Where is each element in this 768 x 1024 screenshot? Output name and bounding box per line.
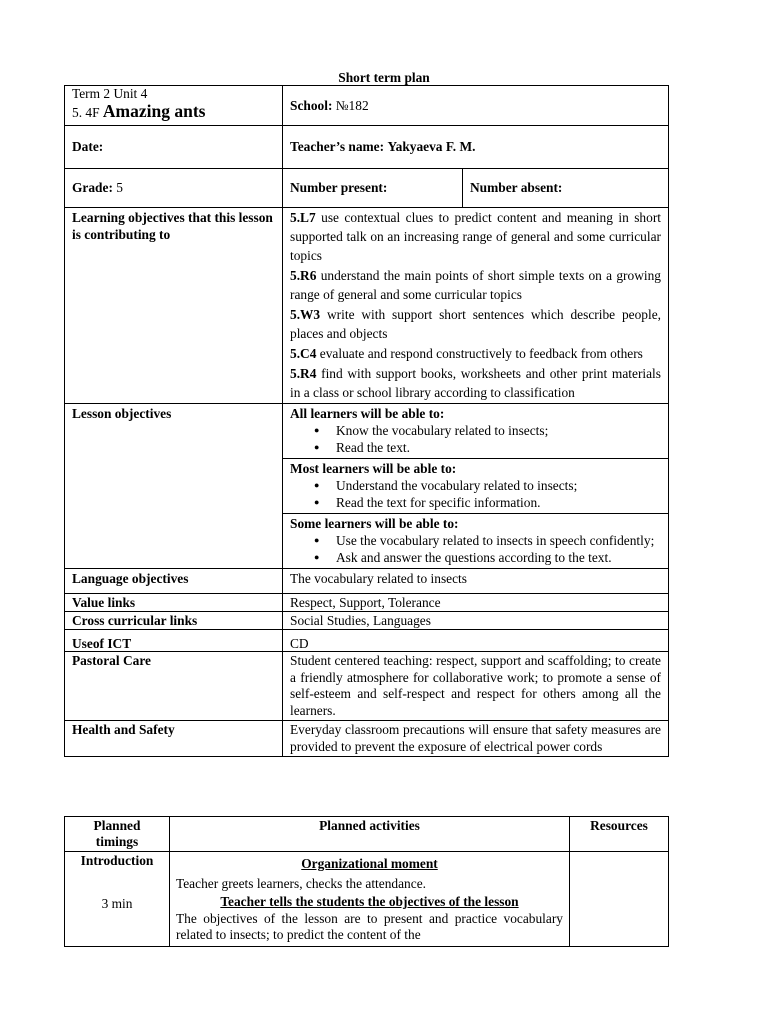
- absent-cell: [463, 169, 669, 208]
- col-activities-header: Planned activities: [170, 817, 570, 852]
- value-links-value: Respect, Support, Tolerance: [283, 594, 669, 612]
- col-timings-header: Planned timings: [65, 817, 170, 852]
- school-label: School:: [290, 97, 333, 113]
- lesson-objectives-label: Lesson objectives: [65, 404, 283, 569]
- some-learners-group: Some learners will be able to: ● Use the vocabulary related to insects in speech confidently; ● Ask and answer the questions according to the text.: [283, 514, 668, 569]
- learning-objectives-label: Learning objectives that this lesson is contributing to: [65, 208, 283, 404]
- unit-cell: [65, 86, 283, 126]
- date-label: Date:: [72, 139, 104, 155]
- objective-item: 5.C4 evaluate and respond constructively to feedback from others: [290, 346, 643, 361]
- col-resources-header: Resources: [570, 817, 669, 852]
- list-item: ● Read the text for specific information.: [336, 494, 661, 511]
- health-safety-label: Health and Safety: [65, 721, 283, 757]
- grade-cell: [65, 169, 283, 208]
- value-links-label: Value links: [65, 594, 283, 612]
- date-cell: [65, 126, 283, 169]
- school-cell: [283, 86, 669, 126]
- ict-label: Useof ICT: [65, 630, 283, 652]
- all-learners-group: All learners will be able to: ● Know the vocabulary related to insects; ● Read the text.: [283, 404, 668, 459]
- cross-curricular-value: Social Studies, Languages: [283, 612, 669, 630]
- pastoral-care-value: Student centered teaching: respect, support and scaffolding; to create a friendly atmosphere for collaborative work; to promote a sense of self-esteem and self-respect and respect for others among all the learners.: [283, 652, 669, 721]
- list-item: ● Understand the vocabulary related to insects;: [336, 477, 661, 494]
- health-safety-value: Everyday classroom precautions will ensure that safety measures are provided to prevent the exposure of electrical power cords: [283, 721, 669, 757]
- language-objectives-label: Language objectives: [65, 569, 283, 594]
- term-unit: Term 2 Unit 4: [72, 86, 148, 101]
- resources-cell: [570, 852, 669, 947]
- ict-value: CD: [283, 630, 669, 652]
- stage-label: Introduction: [80, 853, 154, 868]
- grade-value: 5: [116, 180, 123, 196]
- present-label: Number present:: [290, 180, 388, 196]
- present-cell: [283, 169, 463, 208]
- timing-cell: [65, 852, 170, 947]
- objectives-title: Teacher tells the students the objectives of the lesson: [220, 894, 519, 909]
- org-moment-text: Teacher greets learners, checks the attendance.: [176, 875, 426, 891]
- school-value: №182: [335, 97, 369, 113]
- objective-item: 5.L7 use contextual clues to predict content and meaning in short supported talk on an increasing range of general and some curricular topics: [290, 210, 661, 263]
- lesson-info-table: [64, 85, 669, 757]
- teacher-label: Teacher’s name:: [290, 139, 385, 155]
- activities-cell: [170, 852, 570, 947]
- page-title: Short term plan: [338, 70, 430, 85]
- teacher-value: Yakyaeva F. M.: [387, 139, 476, 155]
- language-objectives-value: The vocabulary related to insects: [283, 569, 669, 594]
- planned-activities-table: [64, 816, 669, 947]
- org-moment-title: Organizational moment: [301, 856, 438, 871]
- list-item: ● Use the vocabulary related to insects in speech confidently;: [336, 532, 661, 549]
- learning-objectives-list: [283, 208, 669, 404]
- objectives-text: The objectives of the lesson are to present and practice vocabulary related to insects; to predict the content of the: [176, 910, 563, 942]
- cross-curricular-label: Cross curricular links: [65, 612, 283, 630]
- objective-item: 5.R6 understand the main points of short simple texts on a growing range of general and some curricular topics: [290, 268, 661, 302]
- objective-item: 5.R4 find with support books, worksheets and other print materials in a class or school library according to classification: [290, 366, 661, 400]
- list-item: ● Ask and answer the questions according to the text.: [336, 549, 661, 566]
- most-learners-group: Most learners will be able to: ● Understand the vocabulary related to insects; ● Read the text for specific information.: [283, 459, 668, 514]
- grade-label: Grade:: [72, 180, 113, 196]
- objective-item: 5.W3 write with support short sentences which describe people, places and objects: [290, 307, 661, 341]
- list-item: ● Know the vocabulary related to insects;: [336, 422, 661, 439]
- absent-label: Number absent:: [470, 180, 563, 196]
- lesson-objectives-cell: [283, 404, 669, 569]
- teacher-cell: [283, 126, 669, 169]
- unit-number: 5. 4F: [72, 105, 100, 120]
- unit-title: Amazing ants: [102, 101, 206, 121]
- list-item: ● Read the text.: [336, 439, 661, 456]
- pastoral-care-label: Pastoral Care: [65, 652, 283, 721]
- stage-time: 3 min: [101, 896, 133, 911]
